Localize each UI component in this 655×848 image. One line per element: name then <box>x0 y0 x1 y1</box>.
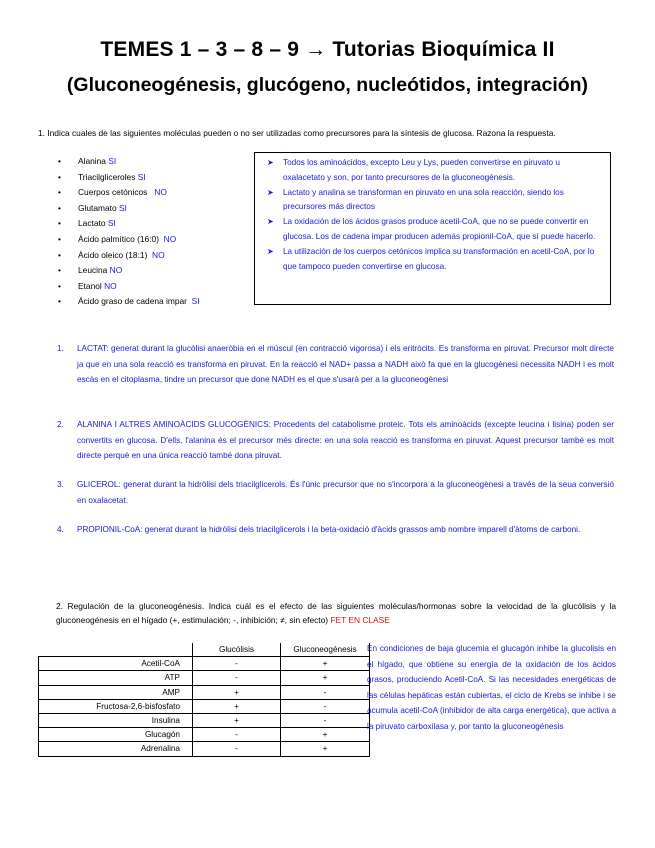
list-item <box>58 185 200 201</box>
molecule-answer: SI <box>118 202 127 213</box>
precursor-item-alanina <box>57 417 614 464</box>
reason-text: Lactato y analina se transforman en piruvato en una sola reacción, siendo los precursores más directos <box>283 187 564 212</box>
page-title: TEMES 1 – 3 – 8 – 9 → Tutorias Bioquímica II <box>100 38 555 61</box>
bullet-icon: • <box>58 202 61 213</box>
table-cell: - <box>281 685 370 699</box>
reasoning-list <box>267 156 602 274</box>
question-1: 1. Indica cuales de las siguientes moléculas pueden o no ser utilizadas como precursores para la síntesis de glucosa. Razona la respuesta. <box>38 128 556 138</box>
item-text: GLICEROL: generat durant la hidròlisi dels triacilglicerols. És l'únic precursor que no s'incorpora a la gluconeogènesi a través de la seua conversió en oxalacetat. <box>77 480 614 505</box>
molecule-answer: SI <box>108 156 117 166</box>
bullet-icon: • <box>58 280 61 291</box>
bullet-icon: • <box>58 233 61 244</box>
molecule-list <box>58 154 200 310</box>
item-number: 1. <box>57 344 64 353</box>
bullet-icon: • <box>58 249 61 260</box>
table-cell: - <box>193 728 281 742</box>
page-subtitle: (Gluconeogénesis, glucógeno, nucleótidos, integración) <box>66 74 589 96</box>
reason-text: La oxidación de los ácidos grasos produce acetil-CoA, que no se puede convertir en glucosa. Los de cadena impar producen además propionil-CoA, que sí puede hacerlo. <box>283 217 596 241</box>
molecule-name: Lactato <box>78 218 106 229</box>
list-item <box>58 263 200 279</box>
molecule-answer: NO <box>154 187 167 198</box>
table-cell: + <box>281 742 370 756</box>
molecule-name: Cuerpos cetónicos <box>78 187 148 198</box>
molecule-answer: NO <box>163 233 177 244</box>
table-cell: Acetil-CoA <box>39 657 193 671</box>
table-cell: - <box>281 713 370 727</box>
item-number: 2. <box>57 420 64 429</box>
question-2 <box>56 599 616 627</box>
explanation-note: En condiciones de baja glucemia el glucagón inhibe la glucolisis en el hígado, que obtiene su energía de la oxidación de los ácidos grasos, produciendo Acetil-CoA. Si las necesidades energéticas de las células hepáticas están cubiertas, el ciclo de Krebs se inhibe i se acumula acetil-CoA (inhibidor de alta carga energética), que activa a la piruvato carboxilasa y, por tanto la gluconeogénesis <box>367 644 616 731</box>
table-cell: Insulina <box>39 713 193 727</box>
bullet-icon: • <box>58 187 61 198</box>
table-row <box>39 685 370 699</box>
reasoning-box <box>254 152 611 305</box>
table-cell: + <box>281 728 370 742</box>
table-header-cell <box>39 643 193 657</box>
molecule-name: Ácido graso de cadena impar <box>78 296 187 307</box>
table-row <box>39 713 370 727</box>
table-cell: AMP <box>39 685 193 699</box>
table-row <box>39 671 370 685</box>
table-cell: ATP <box>39 671 193 685</box>
list-item <box>58 154 200 170</box>
item-number: 4. <box>57 525 64 534</box>
table-header-row <box>39 643 370 657</box>
list-item <box>267 245 602 275</box>
molecule-answer: SI <box>137 171 146 182</box>
list-item <box>58 279 200 295</box>
list-item <box>58 201 200 217</box>
molecule-answer: NO <box>104 280 117 291</box>
reason-text: La utilización de los cuerpos cetónicos implica su transformación en acetil-CoA, por lo que tampoco pueden convertirse en glucosa. <box>283 246 595 271</box>
list-item <box>58 248 200 264</box>
table-row <box>39 699 370 713</box>
question-2-text: 2. Regulación de la gluconeogénesis. Indica cuál es el efecto de las siguientes moléculas/hormonas sobre la velocidad de la glucólisis y la gluconeogénesis en el hígado (+, estimulación; -, inhibición; ≠, sin efecto) <box>56 601 616 625</box>
molecule-name: Alanina <box>78 156 106 166</box>
table-cell: - <box>281 699 370 713</box>
molecule-name: Glutamato <box>78 202 117 213</box>
table-row <box>39 657 370 671</box>
precursor-item-propionil <box>57 522 614 538</box>
list-item <box>58 170 200 186</box>
molecule-name: Ácido oleico (18:1) <box>78 249 148 260</box>
molecule-answer: SI <box>107 218 116 229</box>
table-cell: - <box>193 657 281 671</box>
molecule-name: Etanol <box>78 280 102 291</box>
precursor-item-glicerol <box>57 477 614 508</box>
regulation-table <box>38 643 370 757</box>
item-text: PROPIONIL-CoA: generat durant la hidròlisi dels triacilglicerols i la beta-oxidació d'àcids grassos amb nombre imparell d'àtoms de carboni. <box>77 525 581 534</box>
table-cell: + <box>193 713 281 727</box>
arrow-bullet-icon: ➤ <box>267 187 274 197</box>
bullet-icon: • <box>58 218 61 229</box>
item-number: 3. <box>57 480 64 489</box>
bullet-icon: • <box>58 156 61 166</box>
list-item <box>267 215 602 245</box>
table-row <box>39 742 370 756</box>
molecule-name: Leucina <box>78 265 108 276</box>
molecule-answer: NO <box>109 265 123 276</box>
arrow-bullet-icon: ➤ <box>267 246 274 256</box>
item-text: ALANINA I ALTRES AMINOÀCIDS GLUCOGÈNICS: Procedents del catabolisme proteic. Tots els aminoàcids (excepte leucina i lisina) poden ser convertits en glucosa. D'ells, l'alanina és el precursor més directe: en una sola reacció es transforma en piruvat. Aquest precursor també es molt directe perquè en una única reacció també dona piruvat. <box>77 420 614 461</box>
table-header-cell: Glucólisis <box>193 643 281 657</box>
table-cell: + <box>193 685 281 699</box>
item-text: LACTAT: generat durant la glucòlisi anaeròbia en el múscul (en contracció vigorosa) i els eritròcits. Es transforma en piruvat. Precursor molt directe ja que en una sola reacció es transforma en piruvat. En la reacció el NAD+ passa a NADH això fa que en la glucogènesi necessita NADH i es molt escàs en el citoplasma, tindre un precursor que done NADH es el que s'usarà per a la gluconeogènesi <box>77 344 614 385</box>
list-item <box>58 216 200 232</box>
list-item <box>58 232 200 248</box>
arrow-bullet-icon: ➤ <box>267 217 274 227</box>
molecule-name: Triacilgliceroles <box>78 171 136 182</box>
bullet-icon: • <box>58 296 61 307</box>
table-cell: - <box>193 742 281 756</box>
arrow-bullet-icon: ➤ <box>267 158 274 167</box>
list-item <box>267 156 602 186</box>
table-cell: Fructosa-2,6-bisfosfato <box>39 699 193 713</box>
table-cell: Adrenalina <box>39 742 193 756</box>
reason-text: Todos los aminoácidos, excepto Leu y Lys, pueden convertirse en piruvato u oxalacetato y son, por tanto precursores de la gluconeogénesis. <box>283 158 560 182</box>
molecule-answer: SI <box>191 296 200 307</box>
table-header-cell: Gluconeogénesis <box>281 643 370 657</box>
table-cell: - <box>193 671 281 685</box>
list-item <box>267 186 602 216</box>
table-cell: Glucagón <box>39 728 193 742</box>
table-cell: + <box>193 699 281 713</box>
bullet-icon: • <box>58 171 61 182</box>
list-item <box>58 294 200 310</box>
precursor-item-lactat <box>57 341 614 388</box>
table-cell: + <box>281 657 370 671</box>
table-row <box>39 728 370 742</box>
bullet-icon: • <box>58 265 61 276</box>
status-tag: FET EN CLASE <box>330 615 390 625</box>
table-cell: + <box>281 671 370 685</box>
molecule-name: Ácido palmítico (16:0) <box>78 233 159 244</box>
molecule-answer: NO <box>152 249 165 260</box>
